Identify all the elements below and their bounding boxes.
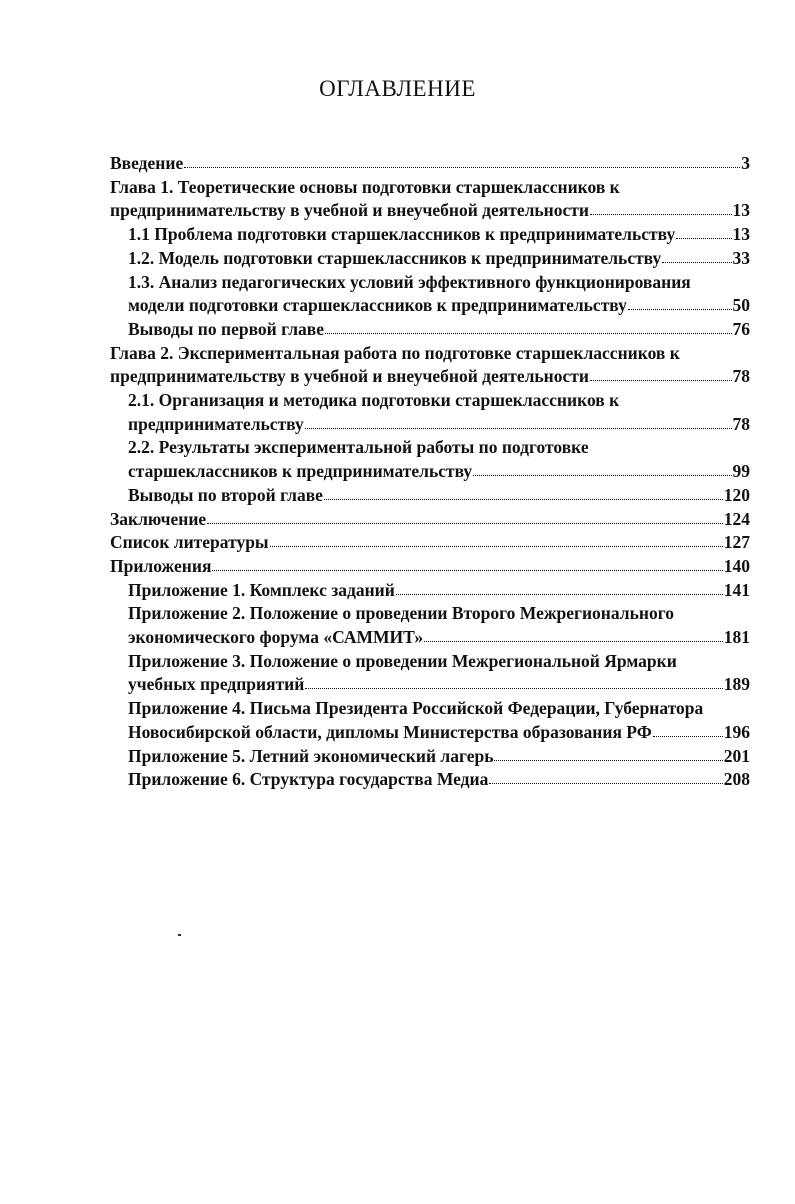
toc-entry-text: Новосибирской области, дипломы Министерства образования РФ <box>128 721 652 742</box>
toc-entry <box>110 579 750 603</box>
toc-entry-text: Список литературы <box>110 532 269 553</box>
toc-entry-text: учебных предприятий <box>128 674 305 695</box>
toc-page-number: 78 <box>732 413 750 434</box>
toc-page-number: 208 <box>723 769 750 790</box>
dot-leader <box>494 755 722 761</box>
toc-entry <box>110 650 750 697</box>
dot-leader <box>676 233 731 239</box>
toc-entry <box>110 602 750 649</box>
dot-leader <box>270 541 723 547</box>
toc-entry-text: предпринимательству в учебной и внеучебной деятельности <box>110 200 589 221</box>
toc-page-number: 201 <box>723 745 750 766</box>
toc-entry-text: Выводы по первой главе <box>128 318 324 339</box>
toc-entry-text: 2.1. Организация и методика подготовки старшеклассников к <box>128 390 620 411</box>
dot-leader <box>424 636 723 642</box>
toc-entry-text: Приложение 6. Структура государства Медиа <box>128 769 489 790</box>
toc-entry-text: модели подготовки старшеклассников к предпринимательству <box>128 295 627 316</box>
dot-leader <box>590 209 732 215</box>
dot-leader <box>628 304 732 310</box>
toc-page-number: 141 <box>723 579 750 600</box>
toc-entry <box>110 697 750 744</box>
toc-entry <box>110 508 750 532</box>
dot-leader <box>396 589 723 595</box>
toc-page-number: 78 <box>732 366 750 387</box>
toc-entry <box>110 768 750 792</box>
table-of-contents <box>110 152 750 792</box>
page-title: ОГЛАВЛЕНИЕ <box>319 76 476 101</box>
toc-entry-text: предпринимательству <box>128 413 304 434</box>
toc-page-number: 196 <box>723 721 750 742</box>
dot-leader <box>212 565 722 571</box>
toc-entry-text: экономического форума «САММИТ» <box>128 627 424 648</box>
toc-page-number: 120 <box>723 484 750 505</box>
toc-entry-text: Приложение 5. Летний экономический лагерь <box>128 745 494 766</box>
toc-entry-text: Приложения <box>110 555 212 576</box>
dot-leader <box>324 494 723 500</box>
toc-entry <box>110 247 750 271</box>
dot-leader <box>489 778 722 784</box>
toc-page-number: 140 <box>723 555 750 576</box>
dot-leader <box>305 423 732 429</box>
dot-leader <box>207 518 723 524</box>
dot-leader <box>590 375 732 381</box>
toc-page-number: 124 <box>723 508 750 529</box>
toc-entry-text: 2.2. Результаты экспериментальной работы по подготовке <box>128 437 589 458</box>
toc-entry-text: 1.3. Анализ педагогических условий эффективного функционирования <box>128 271 691 292</box>
dot-leader <box>653 731 723 737</box>
toc-entry <box>110 271 750 318</box>
toc-page-number: 3 <box>741 153 750 173</box>
toc-entry-text: Заключение <box>110 508 207 529</box>
toc-entry-text: старшеклассников к предпринимательству <box>128 461 473 482</box>
toc-entry <box>110 223 750 247</box>
toc-entry-text: 1.1 Проблема подготовки старшеклассников к предпринимательству <box>128 224 676 245</box>
toc-entry <box>110 484 750 508</box>
toc-entry <box>110 555 750 579</box>
dot-leader <box>325 328 732 334</box>
toc-entry <box>110 436 750 483</box>
toc-entry <box>110 342 750 389</box>
toc-page-number: 99 <box>732 461 750 482</box>
toc-entry-text: Введение <box>110 153 184 173</box>
toc-page-number: 189 <box>723 674 750 695</box>
dot-leader <box>473 470 731 476</box>
toc-entry <box>110 531 750 555</box>
toc-entry-text: Глава 2. Экспериментальная работа по подготовке старшеклассников к <box>110 342 680 363</box>
toc-entry-text: Глава 1. Теоретические основы подготовки старшеклассников к <box>110 176 620 197</box>
toc-entry-text: Приложение 4. Письма Президента Российской Федерации, Губернатора <box>128 698 704 719</box>
toc-entry-text: Приложение 3. Положение о проведении Межрегиональной Ярмарки <box>128 650 677 671</box>
toc-entry <box>110 176 750 223</box>
toc-entry <box>110 745 750 769</box>
toc-entry-text: 1.2. Модель подготовки старшеклассников к предпринимательству <box>128 247 662 268</box>
toc-page-number: 13 <box>732 224 750 245</box>
toc-entry <box>110 318 750 342</box>
toc-page-number: 181 <box>723 627 750 648</box>
dot-leader <box>662 257 731 263</box>
toc-page-number: 33 <box>732 247 750 268</box>
dot-leader <box>184 162 740 168</box>
toc-page-number: 127 <box>723 532 750 553</box>
toc-entry <box>110 152 750 176</box>
toc-entry-text: Приложение 2. Положение о проведении Второго Межрегионального <box>128 603 674 624</box>
dot-leader <box>305 683 722 689</box>
toc-entry-text: предпринимательству в учебной и внеучебной деятельности <box>110 366 589 387</box>
scan-speck <box>178 934 181 936</box>
toc-page-number: 76 <box>732 318 750 339</box>
toc-page-number: 50 <box>732 295 750 316</box>
toc-entry <box>110 389 750 436</box>
toc-page-number: 13 <box>732 200 750 221</box>
toc-entry-text: Выводы по второй главе <box>128 484 323 505</box>
toc-entry-text: Приложение 1. Комплекс заданий <box>128 579 395 600</box>
